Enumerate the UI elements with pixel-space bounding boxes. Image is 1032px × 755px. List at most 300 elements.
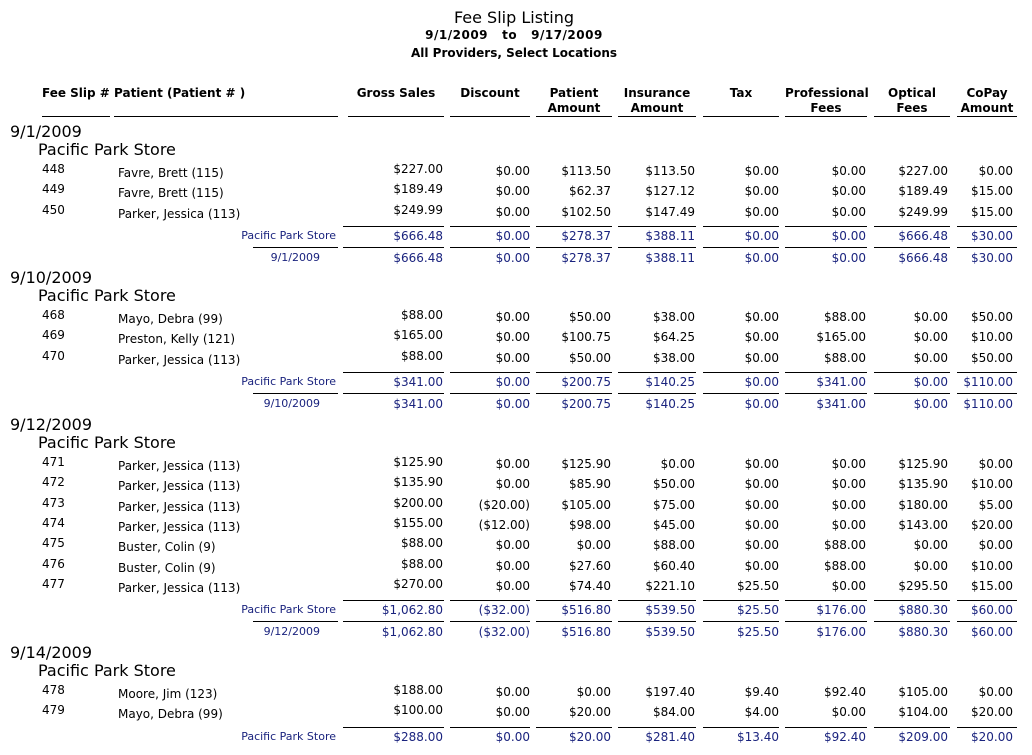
row-tax: $0.00 bbox=[744, 330, 779, 345]
row-tax: $0.00 bbox=[744, 538, 779, 553]
row-tax: $0.00 bbox=[744, 310, 779, 324]
row-optical-fees: $0.00 bbox=[913, 310, 948, 324]
row-optical-fees: $227.00 bbox=[898, 164, 948, 178]
store-total-label: Pacific Park Store bbox=[241, 228, 336, 242]
store-total-copay-amount: $110.00 bbox=[963, 374, 1013, 389]
row-copay-amount: $0.00 bbox=[978, 164, 1013, 178]
row-patient-amount: $102.50 bbox=[561, 204, 611, 219]
patient-name: Parker, Jessica (113) bbox=[118, 580, 241, 595]
store-total-gross-sales: $666.48 bbox=[393, 228, 443, 243]
row-insurance-amount: $221.10 bbox=[645, 578, 695, 593]
row-optical-fees: $104.00 bbox=[898, 705, 948, 720]
row-copay-amount: $15.00 bbox=[971, 184, 1013, 199]
row-gross-sales: $189.49 bbox=[393, 182, 443, 197]
row-professional-fees: $0.00 bbox=[831, 578, 866, 593]
group-date-heading: 9/14/2009 bbox=[10, 643, 93, 662]
date-total-patient-amount: $278.37 bbox=[561, 250, 611, 265]
row-professional-fees: $0.00 bbox=[831, 164, 866, 178]
row-professional-fees: $88.00 bbox=[824, 538, 866, 553]
row-discount: $0.00 bbox=[495, 685, 530, 699]
patient-name: Parker, Jessica (113) bbox=[118, 352, 241, 367]
row-discount: $0.00 bbox=[495, 310, 530, 324]
date-total-rule bbox=[785, 393, 867, 394]
date-total-insurance-amount: $539.50 bbox=[645, 625, 695, 640]
row-optical-fees: $189.49 bbox=[898, 184, 948, 199]
date-total-copay-amount: $30.00 bbox=[971, 250, 1013, 265]
total-rule bbox=[703, 600, 779, 601]
date-total-rule bbox=[618, 621, 696, 622]
date-total-rule bbox=[957, 393, 1017, 394]
row-professional-fees: $88.00 bbox=[824, 558, 866, 573]
row-copay-amount: $0.00 bbox=[978, 457, 1013, 471]
patient-name: Moore, Jim (123) bbox=[118, 687, 218, 701]
store-total-professional-fees: $341.00 bbox=[816, 374, 866, 389]
row-copay-amount: $20.00 bbox=[971, 517, 1013, 532]
header-copay-amount-line2: Amount bbox=[960, 101, 1014, 115]
row-professional-fees: $165.00 bbox=[816, 330, 866, 345]
total-rule bbox=[618, 727, 696, 728]
row-gross-sales: $270.00 bbox=[393, 576, 443, 591]
date-total-rule bbox=[785, 621, 867, 622]
row-gross-sales: $100.00 bbox=[393, 703, 443, 718]
report-title: Fee Slip Listing bbox=[453, 8, 575, 27]
header-underline bbox=[42, 116, 110, 117]
store-total-copay-amount: $20.00 bbox=[971, 729, 1013, 744]
total-rule bbox=[343, 372, 444, 373]
store-total-insurance-amount: $539.50 bbox=[645, 603, 695, 618]
store-total-optical-fees: $209.00 bbox=[898, 729, 948, 744]
row-insurance-amount: $38.00 bbox=[653, 350, 695, 365]
row-tax: $0.00 bbox=[744, 204, 779, 219]
row-discount: ($20.00) bbox=[478, 497, 530, 512]
total-rule bbox=[957, 372, 1017, 373]
total-rule bbox=[703, 372, 779, 373]
header-underline bbox=[703, 116, 779, 117]
date-total-tax: $25.50 bbox=[737, 625, 779, 640]
header-copay-amount bbox=[957, 86, 1017, 116]
total-rule bbox=[450, 600, 530, 601]
date-total-insurance-amount: $388.11 bbox=[645, 250, 695, 265]
row-copay-amount: $50.00 bbox=[971, 310, 1013, 324]
total-rule bbox=[703, 226, 779, 227]
row-professional-fees: $0.00 bbox=[831, 204, 866, 219]
row-gross-sales: $249.99 bbox=[393, 202, 443, 217]
date-total-rule bbox=[703, 621, 779, 622]
group-date-heading: 9/12/2009 bbox=[10, 415, 93, 434]
row-discount: $0.00 bbox=[495, 477, 530, 492]
total-rule bbox=[785, 226, 867, 227]
date-total-optical-fees: $880.30 bbox=[898, 625, 948, 640]
store-total-tax: $25.50 bbox=[737, 603, 779, 618]
header-discount: Discount bbox=[460, 86, 520, 100]
total-rule bbox=[785, 372, 867, 373]
date-total-rule bbox=[253, 621, 338, 622]
row-insurance-amount: $75.00 bbox=[653, 497, 695, 512]
row-optical-fees: $0.00 bbox=[913, 558, 948, 573]
row-tax: $0.00 bbox=[744, 477, 779, 492]
total-rule bbox=[536, 600, 612, 601]
header-insurance-amount bbox=[618, 86, 696, 116]
row-discount: $0.00 bbox=[495, 204, 530, 219]
row-insurance-amount: $197.40 bbox=[645, 685, 695, 699]
patient-name: Mayo, Debra (99) bbox=[118, 312, 223, 326]
header-patient-amount bbox=[536, 86, 612, 116]
row-discount: $0.00 bbox=[495, 578, 530, 593]
store-total-tax: $13.40 bbox=[737, 729, 779, 744]
row-gross-sales: $188.00 bbox=[393, 683, 443, 697]
store-total-copay-amount: $60.00 bbox=[971, 603, 1013, 618]
patient-name: Mayo, Debra (99) bbox=[118, 707, 223, 722]
row-professional-fees: $0.00 bbox=[831, 184, 866, 199]
date-total-copay-amount: $110.00 bbox=[963, 396, 1013, 411]
store-total-tax: $0.00 bbox=[744, 374, 779, 389]
row-patient-amount: $100.75 bbox=[561, 330, 611, 345]
patient-name: Parker, Jessica (113) bbox=[118, 479, 241, 494]
store-total-label: Pacific Park Store bbox=[241, 603, 336, 617]
row-professional-fees: $0.00 bbox=[831, 497, 866, 512]
row-insurance-amount: $45.00 bbox=[653, 517, 695, 532]
total-rule bbox=[536, 226, 612, 227]
date-total-patient-amount: $200.75 bbox=[561, 396, 611, 411]
row-copay-amount: $10.00 bbox=[971, 330, 1013, 345]
total-rule bbox=[343, 600, 444, 601]
store-total-optical-fees: $0.00 bbox=[913, 374, 948, 389]
header-underline bbox=[785, 116, 867, 117]
row-patient-amount: $74.40 bbox=[569, 578, 611, 593]
header-patient-amount-line2: Amount bbox=[547, 101, 601, 115]
date-total-professional-fees: $341.00 bbox=[816, 396, 866, 411]
row-gross-sales: $88.00 bbox=[401, 556, 443, 571]
row-tax: $9.40 bbox=[744, 685, 779, 699]
patient-name: Parker, Jessica (113) bbox=[118, 519, 241, 534]
fee-slip-number: 478 bbox=[42, 683, 65, 697]
total-rule bbox=[618, 226, 696, 227]
total-rule bbox=[874, 226, 950, 227]
row-patient-amount: $85.90 bbox=[569, 477, 611, 492]
header-underline bbox=[874, 116, 950, 117]
header-professional-fees-line1: Professional bbox=[785, 86, 869, 100]
total-rule bbox=[536, 372, 612, 373]
date-total-discount: $0.00 bbox=[495, 396, 530, 411]
row-tax: $0.00 bbox=[744, 164, 779, 178]
fee-slip-number: 477 bbox=[42, 576, 65, 591]
store-total-optical-fees: $666.48 bbox=[898, 228, 948, 243]
fee-slip-number: 475 bbox=[42, 536, 65, 551]
header-copay-amount-line1: CoPay bbox=[966, 86, 1008, 100]
patient-name: Buster, Colin (9) bbox=[118, 560, 216, 575]
total-rule bbox=[957, 600, 1017, 601]
fee-slip-number: 471 bbox=[42, 455, 65, 469]
row-gross-sales: $227.00 bbox=[393, 162, 443, 176]
date-total-rule bbox=[874, 621, 950, 622]
row-copay-amount: $10.00 bbox=[971, 477, 1013, 492]
date-total-rule bbox=[536, 393, 612, 394]
report-date-range bbox=[0, 28, 1028, 42]
patient-name: Buster, Colin (9) bbox=[118, 540, 216, 555]
row-insurance-amount: $84.00 bbox=[653, 705, 695, 720]
date-total-rule bbox=[450, 247, 530, 248]
store-total-patient-amount: $516.80 bbox=[561, 603, 611, 618]
header-optical-fees-line2: Fees bbox=[896, 101, 928, 115]
store-total-professional-fees: $92.40 bbox=[824, 729, 866, 744]
date-total-optical-fees: $0.00 bbox=[913, 396, 948, 411]
date-total-rule bbox=[253, 393, 338, 394]
row-optical-fees: $0.00 bbox=[913, 330, 948, 345]
date-total-optical-fees: $666.48 bbox=[898, 250, 948, 265]
store-total-gross-sales: $288.00 bbox=[393, 729, 443, 744]
report-filter: All Providers, Select Locations bbox=[410, 46, 618, 60]
date-total-label: 9/1/2009 bbox=[270, 250, 320, 264]
date-total-rule bbox=[785, 247, 867, 248]
total-rule bbox=[785, 727, 867, 728]
header-insurance-amount-line2: Amount bbox=[630, 101, 684, 115]
fee-slip-number: 449 bbox=[42, 182, 65, 197]
group-store-heading: Pacific Park Store bbox=[38, 433, 176, 452]
row-professional-fees: $92.40 bbox=[824, 685, 866, 699]
row-insurance-amount: $0.00 bbox=[660, 457, 695, 471]
row-copay-amount: $0.00 bbox=[978, 685, 1013, 699]
row-discount: $0.00 bbox=[495, 457, 530, 471]
header-gross-sales: Gross Sales bbox=[356, 86, 436, 100]
row-optical-fees: $180.00 bbox=[898, 497, 948, 512]
store-total-tax: $0.00 bbox=[744, 228, 779, 243]
row-professional-fees: $0.00 bbox=[831, 457, 866, 471]
total-rule bbox=[450, 727, 530, 728]
row-tax: $0.00 bbox=[744, 497, 779, 512]
row-patient-amount: $50.00 bbox=[569, 350, 611, 365]
fee-slip-number: 472 bbox=[42, 475, 65, 490]
fee-slip-number: 479 bbox=[42, 703, 65, 718]
row-optical-fees: $0.00 bbox=[913, 350, 948, 365]
row-patient-amount: $125.90 bbox=[561, 457, 611, 471]
row-patient-amount: $0.00 bbox=[576, 538, 611, 553]
header-optical-fees-line1: Optical bbox=[888, 86, 936, 100]
fee-slip-number: 473 bbox=[42, 495, 65, 510]
row-gross-sales: $88.00 bbox=[401, 348, 443, 363]
total-rule bbox=[536, 727, 612, 728]
store-total-insurance-amount: $388.11 bbox=[645, 228, 695, 243]
row-insurance-amount: $127.12 bbox=[645, 184, 695, 199]
row-insurance-amount: $38.00 bbox=[653, 310, 695, 324]
store-total-copay-amount: $30.00 bbox=[971, 228, 1013, 243]
fee-slip-number: 470 bbox=[42, 348, 65, 363]
header-underline bbox=[957, 116, 1017, 117]
date-total-tax: $0.00 bbox=[744, 250, 779, 265]
row-optical-fees: $105.00 bbox=[898, 685, 948, 699]
store-total-professional-fees: $176.00 bbox=[816, 603, 866, 618]
row-insurance-amount: $147.49 bbox=[645, 204, 695, 219]
row-professional-fees: $88.00 bbox=[824, 310, 866, 324]
store-total-optical-fees: $880.30 bbox=[898, 603, 948, 618]
date-total-discount: $0.00 bbox=[495, 250, 530, 265]
total-rule bbox=[703, 727, 779, 728]
store-total-label: Pacific Park Store bbox=[241, 374, 336, 388]
row-optical-fees: $125.90 bbox=[898, 457, 948, 471]
row-discount: $0.00 bbox=[495, 538, 530, 553]
patient-name: Parker, Jessica (113) bbox=[118, 499, 241, 514]
header-insurance-amount-line1: Insurance bbox=[623, 86, 691, 100]
date-total-rule bbox=[343, 247, 444, 248]
row-gross-sales: $88.00 bbox=[401, 536, 443, 551]
row-patient-amount: $105.00 bbox=[561, 497, 611, 512]
total-rule bbox=[343, 727, 444, 728]
row-tax: $25.50 bbox=[737, 578, 779, 593]
date-total-rule bbox=[450, 393, 530, 394]
row-copay-amount: $50.00 bbox=[971, 350, 1013, 365]
row-insurance-amount: $50.00 bbox=[653, 477, 695, 492]
row-discount: $0.00 bbox=[495, 558, 530, 573]
store-total-discount: $0.00 bbox=[495, 374, 530, 389]
row-professional-fees: $0.00 bbox=[831, 517, 866, 532]
row-patient-amount: $20.00 bbox=[569, 705, 611, 720]
patient-name: Parker, Jessica (113) bbox=[118, 459, 241, 473]
store-total-patient-amount: $200.75 bbox=[561, 374, 611, 389]
header-patient: Patient (Patient # ) bbox=[114, 86, 246, 100]
date-total-gross-sales: $666.48 bbox=[393, 250, 443, 265]
store-total-discount: ($32.00) bbox=[478, 603, 530, 618]
row-patient-amount: $98.00 bbox=[569, 517, 611, 532]
row-discount: $0.00 bbox=[495, 705, 530, 720]
row-insurance-amount: $113.50 bbox=[645, 164, 695, 178]
row-optical-fees: $143.00 bbox=[898, 517, 948, 532]
header-underline bbox=[450, 116, 530, 117]
group-store-heading: Pacific Park Store bbox=[38, 140, 176, 159]
row-optical-fees: $249.99 bbox=[898, 204, 948, 219]
header-underline bbox=[348, 116, 444, 117]
row-copay-amount: $15.00 bbox=[971, 578, 1013, 593]
row-patient-amount: $27.60 bbox=[569, 558, 611, 573]
date-total-rule bbox=[957, 621, 1017, 622]
header-patient-amount-line1: Patient bbox=[549, 86, 599, 100]
date-total-rule bbox=[957, 247, 1017, 248]
row-copay-amount: $5.00 bbox=[978, 497, 1013, 512]
row-professional-fees: $88.00 bbox=[824, 350, 866, 365]
store-total-insurance-amount: $140.25 bbox=[645, 374, 695, 389]
header-underline bbox=[114, 116, 338, 117]
date-total-tax: $0.00 bbox=[744, 396, 779, 411]
row-gross-sales: $200.00 bbox=[393, 495, 443, 510]
date-total-rule bbox=[618, 393, 696, 394]
date-total-rule bbox=[343, 621, 444, 622]
row-discount: ($12.00) bbox=[478, 517, 530, 532]
header-professional-fees bbox=[785, 86, 867, 116]
patient-name: Preston, Kelly (121) bbox=[118, 332, 236, 347]
date-total-rule bbox=[874, 393, 950, 394]
store-total-gross-sales: $1,062.80 bbox=[381, 603, 443, 618]
group-store-heading: Pacific Park Store bbox=[38, 286, 176, 305]
date-total-rule bbox=[874, 247, 950, 248]
date-total-rule bbox=[343, 393, 444, 394]
fee-slip-number: 474 bbox=[42, 515, 65, 530]
store-total-discount: $0.00 bbox=[495, 729, 530, 744]
row-gross-sales: $165.00 bbox=[393, 328, 443, 343]
row-patient-amount: $113.50 bbox=[561, 164, 611, 178]
row-tax: $4.00 bbox=[744, 705, 779, 720]
header-underline bbox=[618, 116, 696, 117]
fee-slip-number: 468 bbox=[42, 308, 65, 322]
row-insurance-amount: $88.00 bbox=[653, 538, 695, 553]
store-total-label: Pacific Park Store bbox=[241, 729, 336, 743]
date-total-rule bbox=[536, 621, 612, 622]
row-optical-fees: $295.50 bbox=[898, 578, 948, 593]
date-total-rule bbox=[450, 621, 530, 622]
fee-slip-number: 448 bbox=[42, 162, 65, 176]
group-date-heading: 9/10/2009 bbox=[10, 268, 93, 287]
to-word: to bbox=[502, 28, 518, 42]
row-gross-sales: $88.00 bbox=[401, 308, 443, 322]
total-rule bbox=[874, 727, 950, 728]
date-total-patient-amount: $516.80 bbox=[561, 625, 611, 640]
date-total-label: 9/10/2009 bbox=[263, 396, 320, 410]
store-total-discount: $0.00 bbox=[495, 228, 530, 243]
row-discount: $0.00 bbox=[495, 350, 530, 365]
date-total-discount: ($32.00) bbox=[478, 625, 530, 640]
row-insurance-amount: $60.40 bbox=[653, 558, 695, 573]
group-date-heading: 9/1/2009 bbox=[10, 122, 82, 141]
store-total-patient-amount: $20.00 bbox=[569, 729, 611, 744]
date-total-rule bbox=[536, 247, 612, 248]
row-tax: $0.00 bbox=[744, 457, 779, 471]
patient-name: Parker, Jessica (113) bbox=[118, 206, 241, 221]
header-underline bbox=[536, 116, 612, 117]
date-total-professional-fees: $0.00 bbox=[831, 250, 866, 265]
date-total-label: 9/12/2009 bbox=[263, 625, 320, 639]
row-copay-amount: $20.00 bbox=[971, 705, 1013, 720]
total-rule bbox=[874, 372, 950, 373]
patient-name: Favre, Brett (115) bbox=[118, 166, 224, 180]
total-rule bbox=[343, 226, 444, 227]
date-total-rule bbox=[703, 247, 779, 248]
total-rule bbox=[450, 372, 530, 373]
header-tax: Tax bbox=[729, 86, 753, 100]
group-store-heading: Pacific Park Store bbox=[38, 661, 176, 680]
total-rule bbox=[957, 727, 1017, 728]
row-tax: $0.00 bbox=[744, 350, 779, 365]
row-copay-amount: $0.00 bbox=[978, 538, 1013, 553]
row-tax: $0.00 bbox=[744, 184, 779, 199]
fee-slip-number: 476 bbox=[42, 556, 65, 571]
header-optical-fees bbox=[874, 86, 950, 116]
row-gross-sales: $125.90 bbox=[393, 455, 443, 469]
date-total-gross-sales: $341.00 bbox=[393, 396, 443, 411]
total-rule bbox=[618, 372, 696, 373]
fee-slip-number: 469 bbox=[42, 328, 65, 343]
row-gross-sales: $135.90 bbox=[393, 475, 443, 490]
row-gross-sales: $155.00 bbox=[393, 515, 443, 530]
header-fee-slip: Fee Slip # bbox=[42, 86, 110, 100]
store-total-patient-amount: $278.37 bbox=[561, 228, 611, 243]
date-total-gross-sales: $1,062.80 bbox=[381, 625, 443, 640]
row-tax: $0.00 bbox=[744, 517, 779, 532]
fee-slip-number: 450 bbox=[42, 202, 65, 217]
date-total-insurance-amount: $140.25 bbox=[645, 396, 695, 411]
date-total-rule bbox=[618, 247, 696, 248]
row-patient-amount: $62.37 bbox=[569, 184, 611, 199]
header-professional-fees-line2: Fees bbox=[810, 101, 842, 115]
date-total-copay-amount: $60.00 bbox=[971, 625, 1013, 640]
total-rule bbox=[874, 600, 950, 601]
patient-name: Favre, Brett (115) bbox=[118, 186, 224, 201]
date-total-professional-fees: $176.00 bbox=[816, 625, 866, 640]
date-total-rule bbox=[703, 393, 779, 394]
total-rule bbox=[450, 226, 530, 227]
date-from: 9/1/2009 bbox=[425, 28, 489, 42]
store-total-professional-fees: $0.00 bbox=[831, 228, 866, 243]
row-copay-amount: $10.00 bbox=[971, 558, 1013, 573]
row-copay-amount: $15.00 bbox=[971, 204, 1013, 219]
total-rule bbox=[618, 600, 696, 601]
row-patient-amount: $50.00 bbox=[569, 310, 611, 324]
